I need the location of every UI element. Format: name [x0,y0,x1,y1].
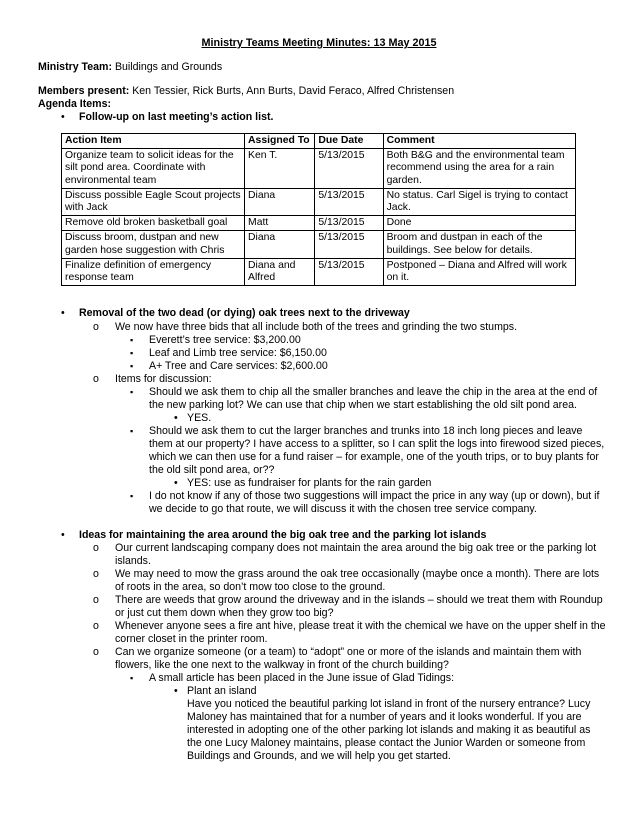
bid-item: Leaf and Limb tree service: $6,150.00 [149,347,327,359]
table-header-cell: Comment [383,134,575,149]
agenda-item-1: Follow-up on last meeting’s action list. [79,111,274,123]
question-1-line: the new parking lot? We can use that chip when we start establishing the old silt pond area. [149,399,577,411]
table-cell: Discuss possible Eagle Scout projects with Jack [62,188,245,215]
bullet-square: ▪ [130,387,134,397]
bullet-circle: o [93,594,99,606]
table-cell: 5/13/2015 [315,149,383,189]
page-title: Ministry Teams Meeting Minutes: 13 May 2015 [201,37,437,49]
idea-line: Whenever anyone sees a fire ant hive, please treat it with the chemical we have on the upper shelf in the [115,620,606,632]
idea-line: We may need to mow the grass around the oak tree occasionally (maybe once a month). There are lots [115,568,600,580]
members-line [38,85,454,98]
table-cell: Remove old broken basketball goal [62,216,245,231]
bid-item: Everett’s tree service: $3,200.00 [149,334,301,346]
bullet-circle: o [93,321,99,333]
ministry-team-value: Buildings and Grounds [114,61,223,73]
table-cell: 5/13/2015 [315,258,383,285]
discussion-label: Items for discussion: [115,373,212,385]
bullet-square: ▪ [130,335,134,345]
bullet-square: ▪ [130,348,134,358]
action-table [61,133,576,286]
article-intro: A small article has been placed in the June issue of Glad Tidings: [149,672,455,684]
article-line: the one Lucy Maloney maintains, please contact the Junior Warden or someone from [187,737,586,749]
members-value: Ken Tessier, Rick Burts, Ann Burts, David Feraco, Alfred Christensen [132,85,455,97]
article-line: Have you noticed the beautiful parking lot island in front of the nursery entrance? Lucy [187,698,591,710]
table-header-cell: Assigned To [245,134,315,149]
table-row [62,188,576,215]
idea-line: Our current landscaping company does not maintain the area around the big oak tree or the parking lot [115,542,597,554]
table-row [62,231,576,258]
bid-item: A+ Tree and Care services: $2,600.00 [149,360,328,372]
question-2-line: which we can then use for a fund raiser – for example, one of the youth trips, or to buy plants for [149,451,599,463]
table-cell: Ken T. [245,149,315,189]
article-line: interested in adopting one of the other parking lot islands and making it as beautiful as [187,724,591,736]
bullet-circle: o [93,620,99,632]
members-label: Members present: [38,85,130,97]
bullet-dot: • [61,307,65,319]
question-2-line: the old silt pond area, or?? [149,464,275,476]
ministry-team-line [38,61,222,74]
table-header-row [62,134,576,149]
bullet-dot: • [174,412,178,424]
table-cell: 5/13/2015 [315,188,383,215]
bullet-dot: • [61,529,65,541]
question-3-line: I do not know if any of those two suggestions will impact the price in any way (up or down), but if [149,490,600,502]
table-cell: Finalize definition of emergency response team [62,258,245,285]
bullet-dot: • [61,111,65,123]
agenda-item-2-heading: Removal of the two dead (or dying) oak trees next to the driveway [79,307,410,319]
bullet-square: ▪ [130,426,134,436]
bullet-square: ▪ [130,361,134,371]
table-cell: 5/13/2015 [315,216,383,231]
bullet-square: ▪ [130,673,134,683]
article-title: Plant an island [187,685,257,697]
bullet-square: ▪ [130,491,134,501]
table-row [62,216,576,231]
article-line: Maloney has maintained that for a number of years and it looks wonderful. If you are [187,711,582,723]
idea-line: Can we organize someone (or a team) to “adopt” one or more of the islands and maintain them with [115,646,582,658]
bullet-circle: o [93,568,99,580]
bullet-dot: • [174,477,178,489]
table-cell: Discuss broom, dustpan and new garden hose suggestion with Chris [62,231,245,258]
table-cell: Matt [245,216,315,231]
idea-line: of roots in the area, so don’t mow too close to the ground. [115,581,386,593]
bullet-dot: • [174,685,178,697]
question-1-answer: YES. [187,412,212,424]
table-row [62,149,576,189]
question-1-line: Should we ask them to chip all the smaller branches and leave the chip in the area at the end of [149,386,598,398]
table-cell: Broom and dustpan in each of the buildings. See below for details. [383,231,575,258]
table-cell: Both B&G and the environmental team recommend using the area for a rain garden. [383,149,575,189]
bullet-circle: o [93,646,99,658]
question-2-answer: YES: use as fundraiser for plants for the rain garden [187,477,432,489]
table-header-cell: Due Date [315,134,383,149]
table-header-cell: Action Item [62,134,245,149]
table-cell: Organize team to solicit ideas for the silt pond area. Coordinate with environmental team [62,149,245,189]
idea-line: islands. [115,555,151,567]
idea-line: flowers, like the one next to the walkway in front of the church building? [115,659,449,671]
table-cell: No status. Carl Sigel is trying to contact Jack. [383,188,575,215]
idea-line: corner closet in the printer room. [115,633,268,645]
bullet-circle: o [93,373,99,385]
agenda-item-3-heading: Ideas for maintaining the area around the big oak tree and the parking lot islands [79,529,487,541]
table-cell: Diana [245,188,315,215]
table-cell: Diana [245,231,315,258]
ministry-team-label: Ministry Team: [38,61,112,73]
question-2-line: Should we ask them to cut the larger branches and trunks into 18 inch long pieces and leave [149,425,583,437]
table-cell: Diana and Alfred [245,258,315,285]
idea-line: There are weeds that grow around the driveway and in the islands – should we treat them with Roundup [115,594,603,606]
article-line: Buildings and Grounds, and we will help you get started. [187,750,451,762]
question-3-line: we decide to go that route, we will discuss it with the chosen tree service company. [149,503,537,515]
table-cell: 5/13/2015 [315,231,383,258]
question-2-line: them at our property? I have access to a splitter, so I can split the logs into firewood sized pieces, [149,438,605,450]
agenda-label: Agenda Items: [38,98,111,110]
table-cell: Postponed – Diana and Alfred will work on it. [383,258,575,285]
table-cell: Done [383,216,575,231]
bullet-circle: o [93,542,99,554]
table-row [62,258,576,285]
bids-intro: We now have three bids that all include both of the trees and grinding the two stumps. [115,321,518,333]
idea-line: or just cut them down when they grow too big? [115,607,334,619]
